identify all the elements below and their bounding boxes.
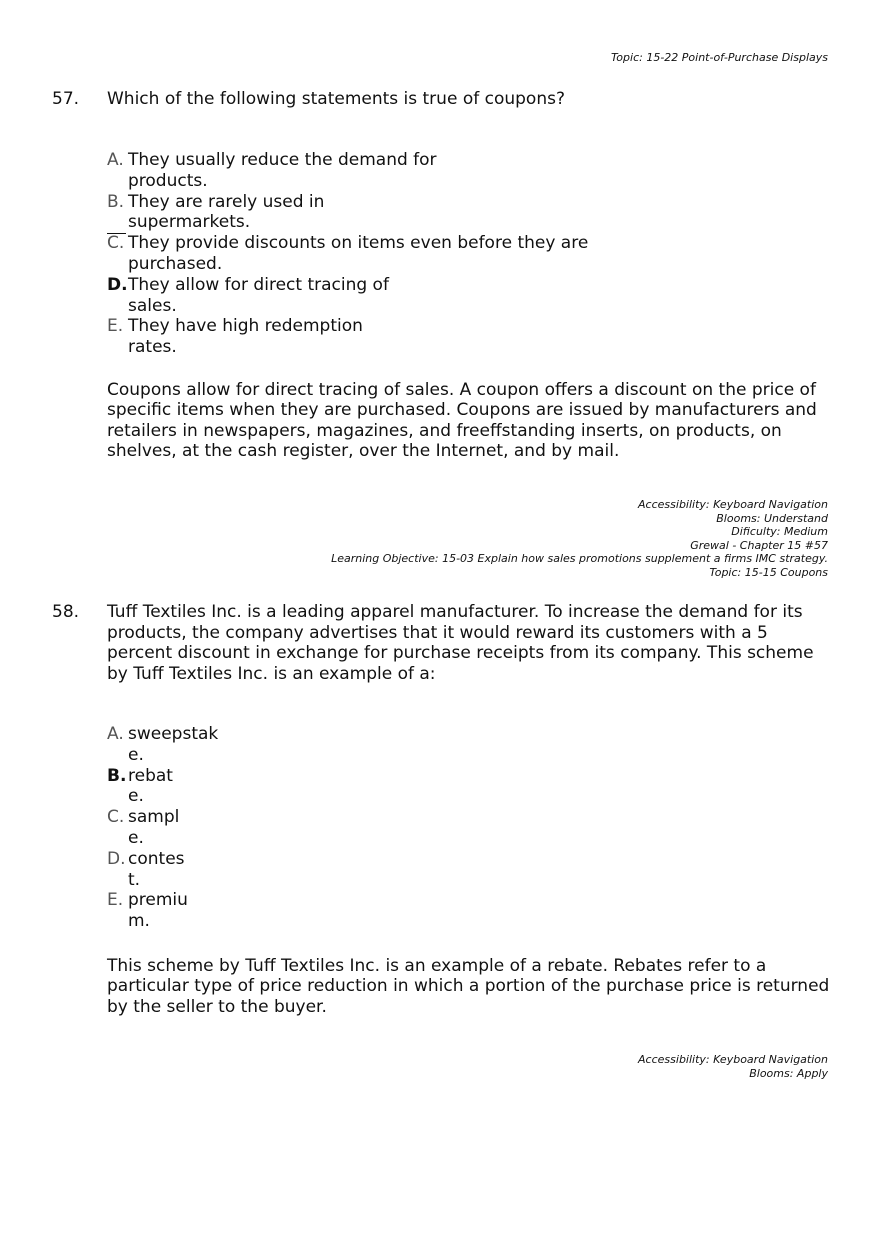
choice-text: They have high redemption — [128, 316, 363, 337]
difficulty-label: Dificulty: Medium — [731, 525, 828, 538]
choice-text: e. — [128, 786, 144, 807]
choice-text: purchased. — [128, 253, 223, 274]
choice-text: sampl — [128, 807, 180, 828]
question-58-meta — [638, 1053, 828, 1080]
question-57-meta — [331, 498, 828, 579]
question-57-text: Which of the following statements is true of coupons? — [107, 89, 565, 109]
choice-text: e. — [128, 744, 144, 765]
choice-58-e — [107, 890, 218, 932]
choice-text: sweepstak — [128, 724, 219, 744]
blooms-label: Blooms: Understand — [716, 511, 828, 525]
choice-text: They allow for direct tracing of — [128, 274, 389, 295]
topic-label: Topic: 15-15 Coupons — [709, 565, 828, 579]
choice-separator-line — [107, 233, 126, 234]
choice-text: t. — [128, 869, 141, 890]
choice-text: contes — [128, 848, 185, 869]
choice-text: They are rarely used in — [128, 191, 325, 212]
choice-text: products. — [128, 170, 208, 191]
question-58-number: 58. — [52, 602, 80, 622]
question-57-explanation: Coupons allow for direct tracing of sales. A coupon offers a discount on the price of specific items when they are purchased. Coupons are issued by manufacturers and retailers in newspapers, magazines, and freeffstanding inserts, on products, on shelves, at the cash register, over the Internet, and by mail. — [107, 380, 817, 461]
choice-letter: A. — [107, 150, 124, 170]
choice-58-b-correct — [107, 766, 218, 808]
question-58-text: Tuff Textiles Inc. is a leading apparel manufacturer. To increase the demand for its products, the company advertises that it would reward its customers with a 5 percent discount in exchange for purchase receipts from its company. This scheme by Tuff Textiles Inc. is an example of a: — [107, 602, 814, 684]
choice-letter: B. — [107, 191, 125, 212]
choice-57-a — [107, 150, 588, 192]
choice-letter: D. — [107, 848, 126, 869]
question-57-choices — [107, 150, 588, 358]
choice-text: supermarkets. — [128, 212, 251, 233]
topic-label: Topic: 15-22 Point-of-Purchase Displays — [610, 51, 828, 64]
choice-text: m. — [128, 911, 150, 932]
question-58-choices — [107, 724, 218, 932]
choice-letter: C. — [107, 807, 125, 828]
choice-letter: D. — [107, 274, 128, 295]
choice-text: They usually reduce the demand for — [128, 150, 437, 170]
choice-letter: A. — [107, 724, 124, 744]
choice-text: sales. — [128, 295, 177, 316]
choice-58-a — [107, 724, 218, 766]
choice-58-c — [107, 807, 218, 849]
choice-57-e — [107, 316, 588, 358]
question-58-explanation: This scheme by Tuff Textiles Inc. is an example of a rebate. Rebates refer to a particular type of price reduction in which a portion of the purchase price is returned by the seller to the buyer. — [107, 956, 830, 1017]
accessibility-label: Accessibility: Keyboard Navigation — [638, 1053, 828, 1066]
choice-57-c — [107, 233, 588, 275]
accessibility-label: Accessibility: Keyboard Navigation — [638, 498, 828, 511]
top-topic-meta — [611, 51, 828, 65]
blooms-label: Blooms: Apply — [749, 1066, 828, 1080]
choice-text: rates. — [128, 337, 177, 358]
choice-57-d-correct — [107, 275, 588, 317]
choice-letter: E. — [107, 890, 124, 911]
choice-58-d — [107, 849, 218, 891]
choice-text: e. — [128, 827, 144, 848]
question-57-number: 57. — [52, 89, 80, 109]
choice-letter: C. — [107, 233, 125, 254]
source-label: Grewal - Chapter 15 #57 — [690, 538, 828, 552]
choice-57-b — [107, 192, 588, 234]
choice-text: They provide discounts on items even before they are — [128, 233, 589, 254]
choice-text: premiu — [128, 890, 188, 911]
objective-label: Learning Objective: 15-03 Explain how sales promotions supplement a firms IMC strategy. — [331, 552, 828, 565]
choice-text: rebat — [128, 765, 173, 786]
choice-letter: B. — [107, 765, 127, 786]
choice-letter: E. — [107, 316, 124, 337]
